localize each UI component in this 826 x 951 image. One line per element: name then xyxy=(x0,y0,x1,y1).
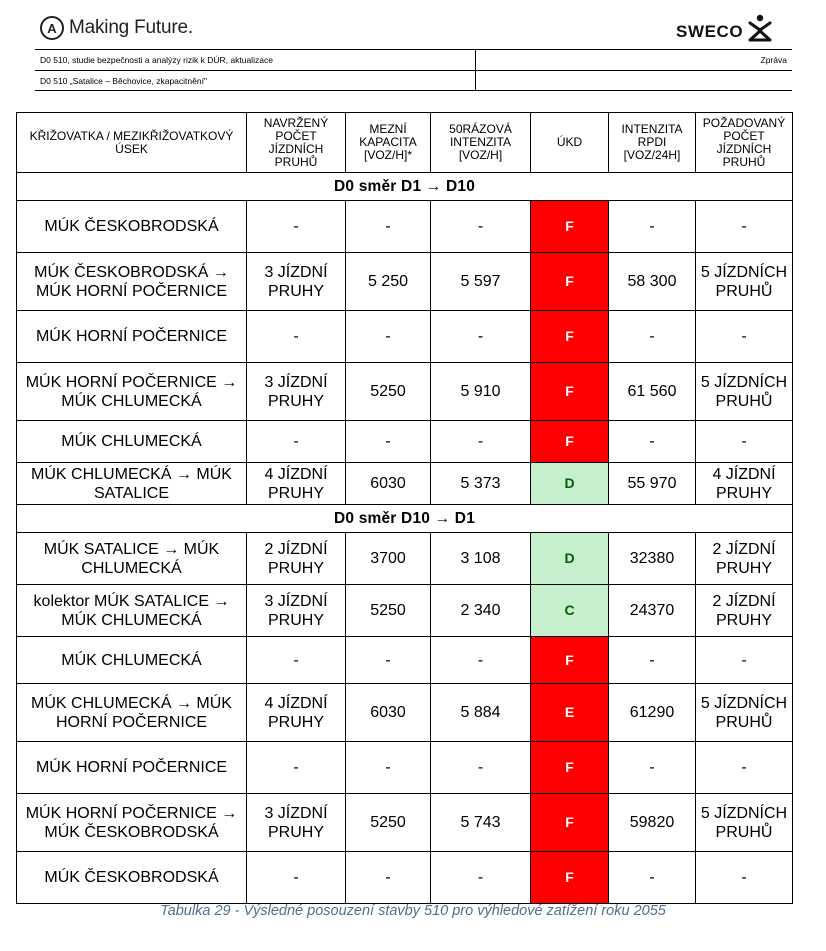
row-intensity50: 5 884 xyxy=(431,684,531,742)
row-name: MÚK ČESKOBRODSKÁ xyxy=(17,852,247,904)
row-rpdi: 32380 xyxy=(609,533,696,585)
row-designed-lanes: 3 JÍZDNÍ PRUHY xyxy=(247,363,346,421)
atelier-logo-icon: A xyxy=(40,16,64,40)
row-name: MÚK HORNÍ POČERNICE xyxy=(17,742,247,794)
row-ukd: F xyxy=(531,201,609,253)
assessment-table xyxy=(16,112,793,904)
row-capacity: 5250 xyxy=(346,585,431,637)
row-designed-lanes: - xyxy=(247,637,346,684)
row-rpdi: - xyxy=(609,852,696,904)
row-ukd: F xyxy=(531,794,609,852)
table-row xyxy=(17,794,793,852)
sweco-logo xyxy=(676,14,773,42)
row-intensity50: 5 743 xyxy=(431,794,531,852)
table-row xyxy=(17,253,793,311)
row-ukd: F xyxy=(531,253,609,311)
row-name: MÚK HORNÍ POČERNICE xyxy=(17,311,247,363)
row-designed-lanes: 3 JÍZDNÍ PRUHY xyxy=(247,794,346,852)
row-designed-lanes: - xyxy=(247,421,346,463)
column-header-capacity: MEZNÍ KAPACITA [VOZ/H]* xyxy=(346,113,431,173)
row-ukd: F xyxy=(531,311,609,363)
row-name: MÚK HORNÍ POČERNICE → MÚK CHLUMECKÁ xyxy=(17,363,247,421)
table-row xyxy=(17,852,793,904)
row-rpdi: 61290 xyxy=(609,684,696,742)
row-ukd: F xyxy=(531,742,609,794)
document-header xyxy=(35,49,792,91)
section-title: D0 směr D10 → D1 xyxy=(17,505,793,533)
row-designed-lanes: - xyxy=(247,201,346,253)
row-intensity50: 5 597 xyxy=(431,253,531,311)
row-ukd: F xyxy=(531,852,609,904)
row-required-lanes: 4 JÍZDNÍ PRUHY xyxy=(696,463,793,505)
row-name: MÚK SATALICE → MÚK CHLUMECKÁ xyxy=(17,533,247,585)
row-capacity: - xyxy=(346,852,431,904)
row-name: MÚK CHLUMECKÁ → MÚK HORNÍ POČERNICE xyxy=(17,684,247,742)
row-rpdi: 61 560 xyxy=(609,363,696,421)
row-intensity50: - xyxy=(431,852,531,904)
table-body xyxy=(17,173,793,904)
row-ukd: F xyxy=(531,363,609,421)
table-header-row xyxy=(17,113,793,173)
row-capacity: - xyxy=(346,421,431,463)
row-name: MÚK HORNÍ POČERNICE → MÚK ČESKOBRODSKÁ xyxy=(17,794,247,852)
row-name: MÚK ČESKOBRODSKÁ xyxy=(17,201,247,253)
row-name: kolektor MÚK SATALICE → MÚK CHLUMECKÁ xyxy=(17,585,247,637)
section-header-row xyxy=(17,505,793,533)
table-row xyxy=(17,201,793,253)
row-capacity: 5250 xyxy=(346,794,431,852)
row-capacity: 3700 xyxy=(346,533,431,585)
table-row xyxy=(17,585,793,637)
row-intensity50: - xyxy=(431,311,531,363)
row-ukd: D xyxy=(531,533,609,585)
row-intensity50: - xyxy=(431,201,531,253)
row-ukd: F xyxy=(531,637,609,684)
row-required-lanes: 5 JÍZDNÍCH PRUHŮ xyxy=(696,363,793,421)
row-capacity: 6030 xyxy=(346,463,431,505)
table-row xyxy=(17,421,793,463)
row-designed-lanes: - xyxy=(247,742,346,794)
row-required-lanes: 5 JÍZDNÍCH PRUHŮ xyxy=(696,794,793,852)
section-header-row xyxy=(17,173,793,201)
row-name: MÚK ČESKOBRODSKÁ → MÚK HORNÍ POČERNICE xyxy=(17,253,247,311)
row-rpdi: - xyxy=(609,421,696,463)
row-ukd: E xyxy=(531,684,609,742)
table-row xyxy=(17,637,793,684)
row-intensity50: 5 910 xyxy=(431,363,531,421)
row-capacity: 6030 xyxy=(346,684,431,742)
row-designed-lanes: - xyxy=(247,311,346,363)
row-required-lanes: - xyxy=(696,637,793,684)
row-name: MÚK CHLUMECKÁ → MÚK SATALICE xyxy=(17,463,247,505)
row-capacity: - xyxy=(346,201,431,253)
row-rpdi: - xyxy=(609,201,696,253)
row-intensity50: 3 108 xyxy=(431,533,531,585)
row-ukd: F xyxy=(531,421,609,463)
row-intensity50: 2 340 xyxy=(431,585,531,637)
table-caption: Tabulka 29 - Výsledné posouzení stavby 510 pro výhledové zatížení roku 2055 xyxy=(160,903,666,919)
brand-logo-text: SWECO xyxy=(676,22,744,41)
row-required-lanes: 2 JÍZDNÍ PRUHY xyxy=(696,533,793,585)
row-designed-lanes: - xyxy=(247,852,346,904)
row-ukd: C xyxy=(531,585,609,637)
row-rpdi: 24370 xyxy=(609,585,696,637)
row-designed-lanes: 4 JÍZDNÍ PRUHY xyxy=(247,463,346,505)
row-ukd: D xyxy=(531,463,609,505)
row-rpdi: 55 970 xyxy=(609,463,696,505)
table-row xyxy=(17,311,793,363)
row-designed-lanes: 3 JÍZDNÍ PRUHY xyxy=(247,253,346,311)
row-capacity: - xyxy=(346,311,431,363)
section-title: D0 směr D1 → D10 xyxy=(17,173,793,201)
column-header-intersection: KŘIŽOVATKA / MEZIKŘIŽOVATKOVÝ ÚSEK xyxy=(17,113,247,173)
row-intensity50: - xyxy=(431,742,531,794)
table-row xyxy=(17,684,793,742)
row-capacity: - xyxy=(346,742,431,794)
sweco-figure-icon xyxy=(747,14,773,42)
making-future-logo xyxy=(40,16,193,40)
table-row xyxy=(17,463,793,505)
row-required-lanes: 2 JÍZDNÍ PRUHY xyxy=(696,585,793,637)
row-rpdi: 58 300 xyxy=(609,253,696,311)
row-required-lanes: - xyxy=(696,311,793,363)
row-intensity50: 5 373 xyxy=(431,463,531,505)
column-header-designed-lanes: NAVRŽENÝ POČET JÍZDNÍCH PRUHŮ xyxy=(247,113,346,173)
row-capacity: 5250 xyxy=(346,363,431,421)
row-rpdi: 59820 xyxy=(609,794,696,852)
row-designed-lanes: 4 JÍZDNÍ PRUHY xyxy=(247,684,346,742)
row-required-lanes: - xyxy=(696,201,793,253)
row-rpdi: - xyxy=(609,311,696,363)
row-name: MÚK CHLUMECKÁ xyxy=(17,637,247,684)
row-required-lanes: 5 JÍZDNÍCH PRUHŮ xyxy=(696,684,793,742)
row-required-lanes: - xyxy=(696,421,793,463)
document-type: Zpráva xyxy=(760,55,787,65)
table-row xyxy=(17,742,793,794)
column-header-ukd: ÚKD xyxy=(531,113,609,173)
table-row xyxy=(17,363,793,421)
column-header-rpdi: INTENZITA RPDI [VOZ/24H] xyxy=(609,113,696,173)
row-required-lanes: - xyxy=(696,742,793,794)
document-title: D0 510, studie bezpečnosti a analýzy rizik k DÚR, aktualizace xyxy=(35,50,476,70)
row-rpdi: - xyxy=(609,742,696,794)
row-required-lanes: - xyxy=(696,852,793,904)
row-capacity: - xyxy=(346,637,431,684)
row-intensity50: - xyxy=(431,421,531,463)
row-capacity: 5 250 xyxy=(346,253,431,311)
row-designed-lanes: 2 JÍZDNÍ PRUHY xyxy=(247,533,346,585)
row-required-lanes: 5 JÍZDNÍCH PRUHŮ xyxy=(696,253,793,311)
document-subtitle: D0 510 „Satalice – Běchovice, zkapacitnění" xyxy=(35,71,476,90)
row-intensity50: - xyxy=(431,637,531,684)
row-designed-lanes: 3 JÍZDNÍ PRUHY xyxy=(247,585,346,637)
row-rpdi: - xyxy=(609,637,696,684)
row-name: MÚK CHLUMECKÁ xyxy=(17,421,247,463)
column-header-required-lanes: POŽADOVANÝ POČET JÍZDNÍCH PRUHŮ xyxy=(696,113,793,173)
company-logo-text: Making Future. xyxy=(69,17,193,38)
table-row xyxy=(17,533,793,585)
document-header-empty-cell xyxy=(476,71,792,90)
column-header-intensity50: 50RÁZOVÁ INTENZITA [VOZ/H] xyxy=(431,113,531,173)
